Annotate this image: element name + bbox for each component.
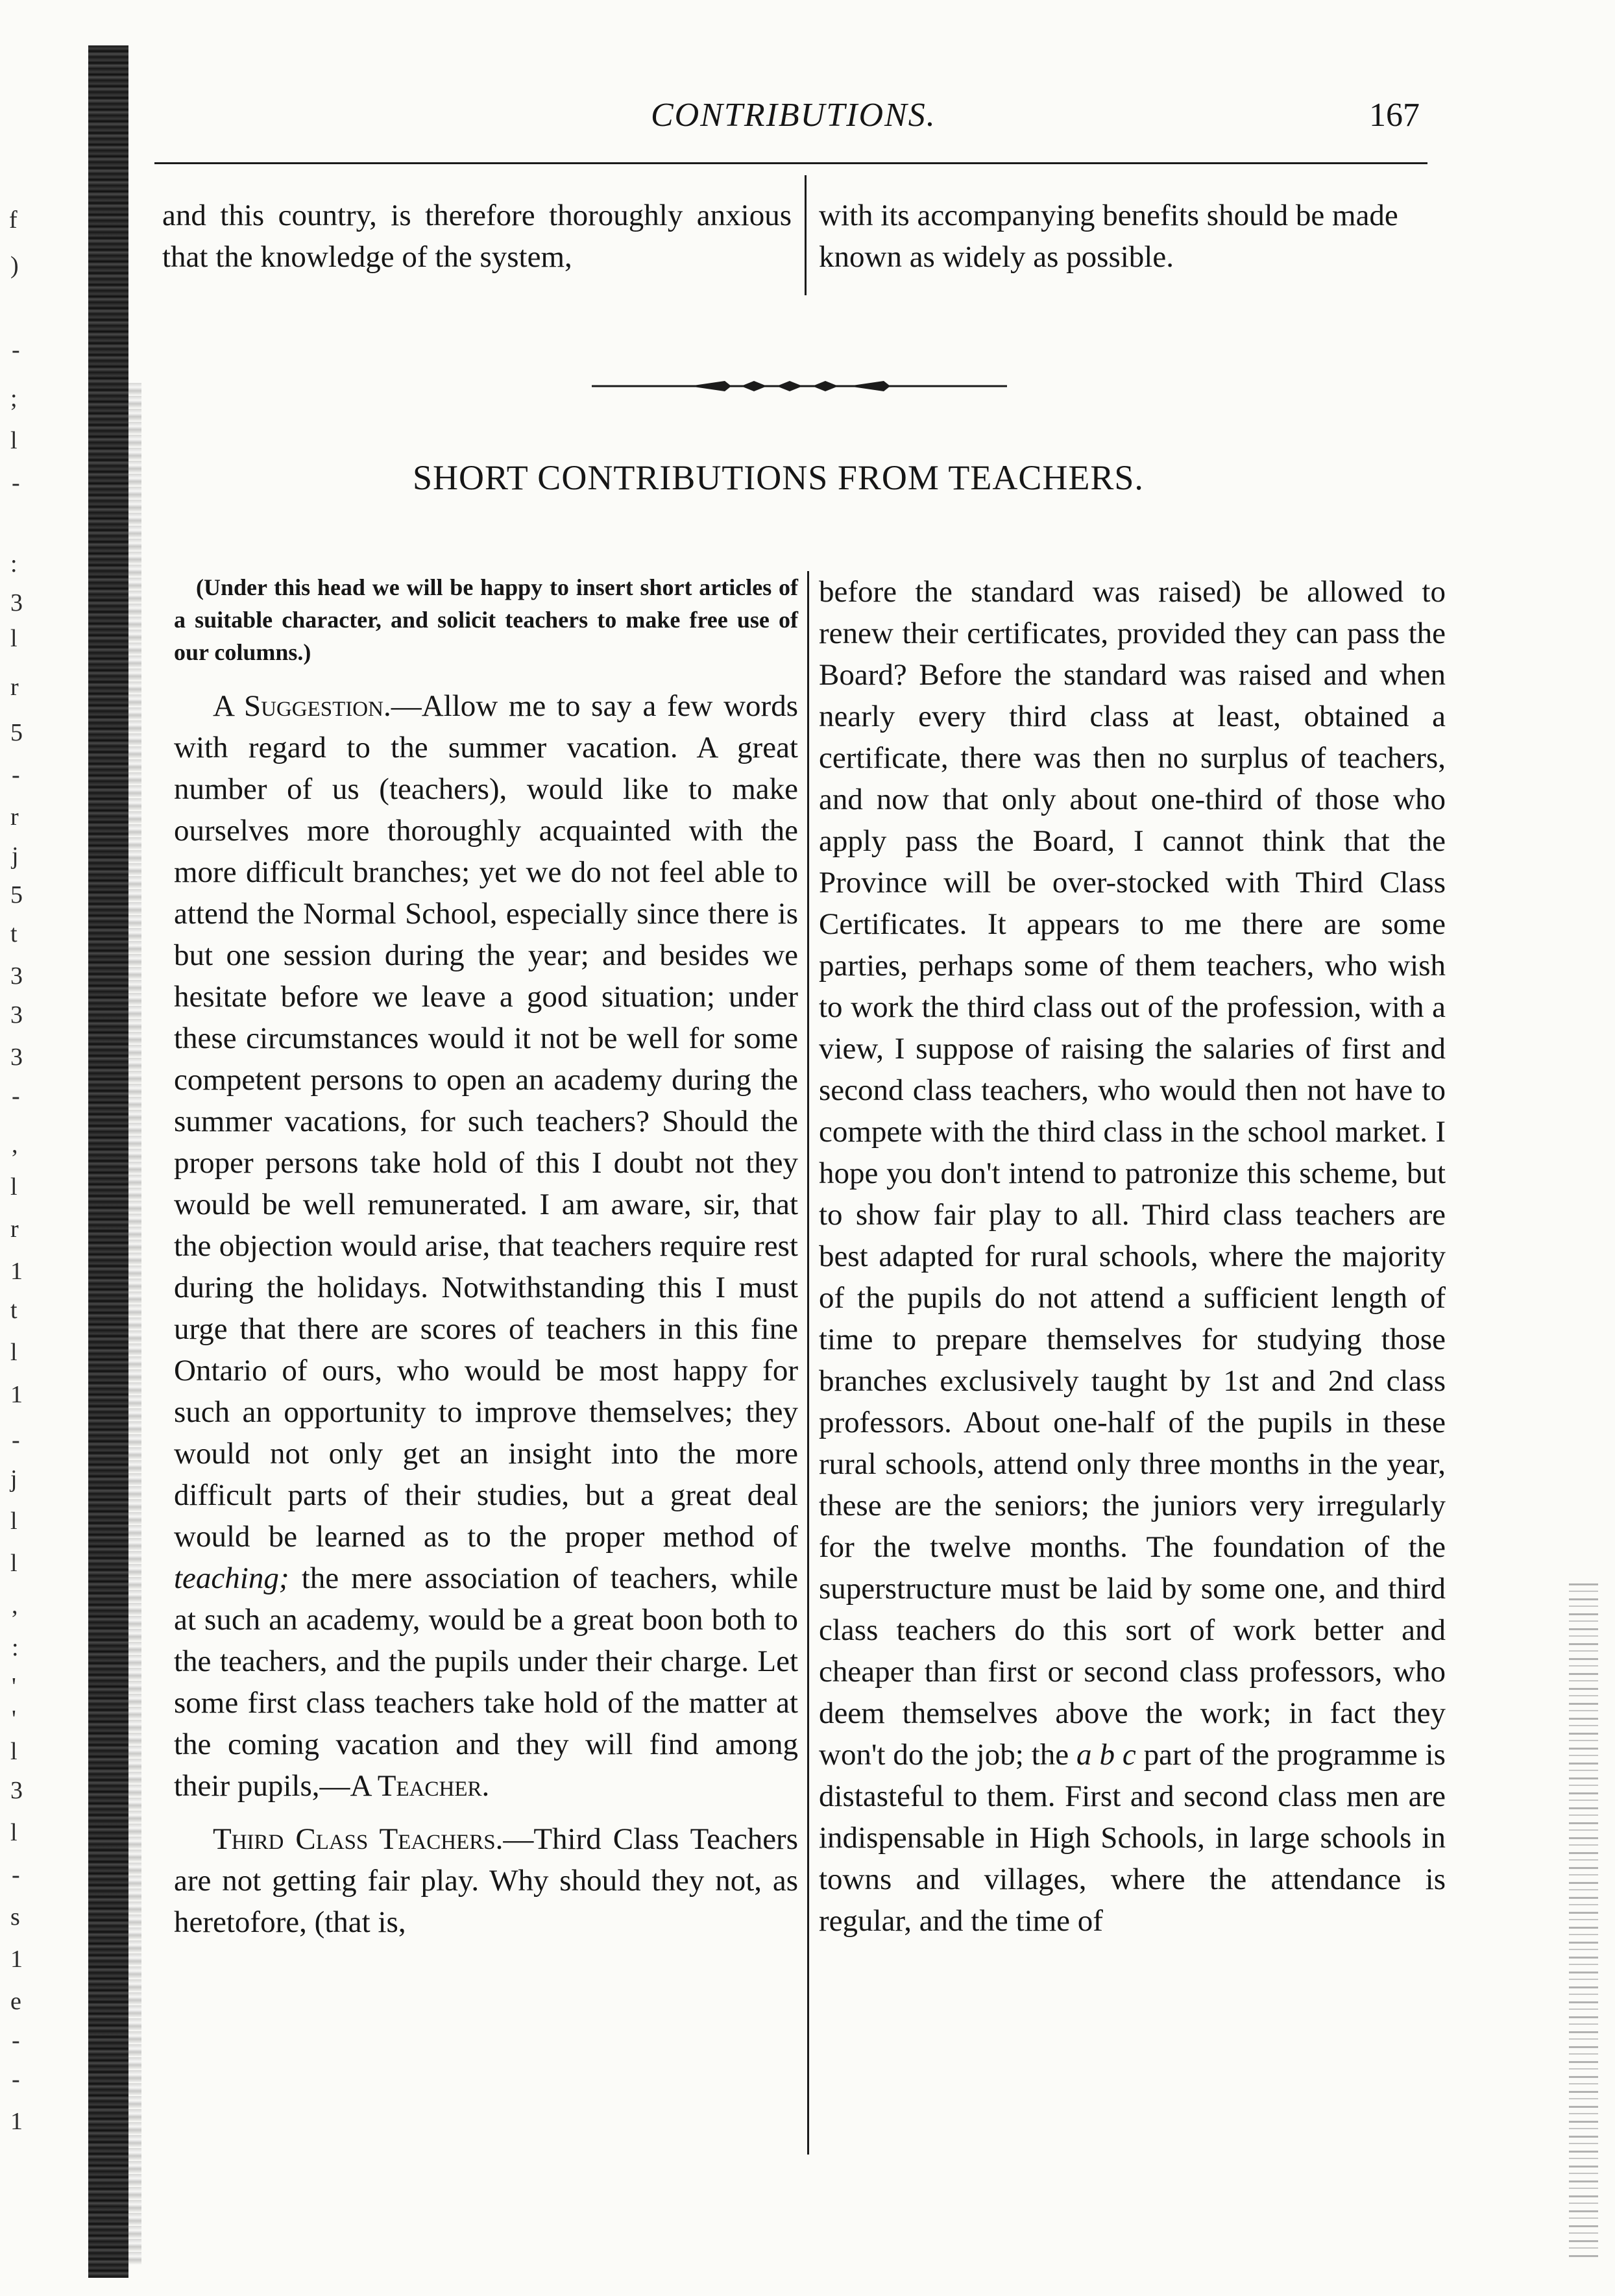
page-number: 167 (1369, 97, 1420, 134)
margin-mark: - (12, 336, 20, 363)
margin-mark: ) (10, 252, 19, 279)
margin-mark: j (12, 842, 19, 870)
margin-mark: 3 (10, 1044, 23, 1071)
margin-mark: - (12, 469, 20, 496)
section-ornament (592, 373, 1007, 399)
margin-mark: l (10, 625, 18, 652)
margin-mark: 1 (10, 1946, 23, 1973)
left-column (174, 571, 798, 1943)
margin-mark: ' (12, 1705, 16, 1733)
margin-mark: 1 (10, 2108, 23, 2135)
third-class-body-right-end: part of the programme is distasteful to them. First and second class men are indispensable in High Schools, in large schools in towns and villages, where the attendance is regular, and the time of (819, 1738, 1446, 1938)
third-class-body-right: before the standard was raised) be allowed to renew their certificates, provided they can pass the Board? Before the standard was raised and when nearly every third class at least, obtained a certificate, there was then no surplus of teachers, and now that only about one-third of those who apply pass the Board, I cannot think that the Province will be over-stocked with Third Class Certificates. It appears to me there are some parties, perhaps some of them teachers, who wish to work the third class out of the profession, with a view, I suppose of raising the salaries of first and second class teachers, who would then not have to compete with the third class in the school market. I hope you don't intend to patronize this scheme, but to show fair play to all. Third class teachers are best adapted for rural schools, where the majority of the pupils do not attend a sufficient length of time to prepare themselves for studying those branches exclusively taught by 1st and 2nd class professors. About one-half of the pupils in these rural schools, attend only three months in the year, these are the seniors; the juniors very irregularly for the twelve months. The foundation of the superstructure must be laid by some one, and third class teachers do this sort of work better and cheaper than first or second class professors, who deem themselves above the work; in fact they won't do the job; the (819, 575, 1446, 1772)
margin-mark: t (10, 1297, 18, 1324)
margin-mark: l (10, 1339, 18, 1366)
margin-mark: ; (10, 385, 18, 412)
binding-edge (88, 45, 128, 2278)
margin-mark: l (10, 1738, 18, 1765)
margin-mark: l (10, 1550, 18, 1577)
margin-mark: 3 (10, 1001, 23, 1029)
margin-mark: s (10, 1903, 20, 1931)
carryover-left-column: and this country, is therefore thoroughly anxious that the knowledge of the system, (162, 199, 792, 274)
section-heading: SHORT CONTRIBUTIONS FROM TEACHERS. (413, 458, 1144, 497)
margin-mark: r (10, 674, 19, 701)
third-class-title: Third Class Teachers. (213, 1822, 504, 1856)
margin-mark: j (10, 1465, 18, 1493)
right-column (819, 571, 1446, 1942)
margin-mark: 1 (10, 1258, 23, 1285)
scan-speckles (1569, 1583, 1598, 2258)
margin-mark: f (9, 206, 18, 234)
margin-mark: , (12, 1592, 18, 1619)
suggestion-body: —Allow me to say a few words with regard to the summer vacation. A great number of us (teachers), would like to make ourselves more thoroughly acquainted with the more difficult branches; yet we do not feel able to attend the Normal School, especially since there is but one session during the year; and besides we hesitate before we leave a good situation; under these circumstances would it not be well for some competent persons to open an academy during the summer vacations, for such teachers? Should the proper persons take hold of this I doubt not they would be well remunerated. I am aware, sir, that the objection would arise, that teachers require rest during the holidays. Notwithstanding this I must urge that there are scores of teachers in this fine Ontario of ours, who would be most happy for such an opportunity to improve themselves; they would not only get an insight into the more difficult parts of their studies, but a great deal would be learned as to the proper method of (174, 689, 798, 1554)
margin-mark: e (10, 1988, 21, 2015)
suggestion-title: A Suggestion. (213, 689, 391, 723)
suggestion-italic: teaching; (174, 1561, 289, 1595)
margin-mark: r (10, 803, 19, 831)
suggestion-body-end: the mere association of teachers, while at such an academy, would be a great boon both to the teachers, and the pupils under their charge. Let some first class teachers take hold of the matter at the coming vacation and they will find among their pupils,— (174, 1561, 799, 1803)
carryover-right-column: with its accompanying benefits should be made known as widely as possible. (819, 199, 1398, 274)
suggestion-signature: A Teacher. (350, 1769, 490, 1803)
third-class-article-continued (819, 571, 1446, 1942)
margin-mark: - (12, 1426, 20, 1454)
column-divider-top (805, 175, 807, 295)
margin-mark: 3 (10, 1777, 23, 1804)
margin-mark: 3 (10, 962, 23, 990)
section-intro: (Under this head we will be happy to insert short articles of a suitable character, and solicit teachers to make free use of our columns.) (174, 574, 798, 665)
binding-shadow (128, 383, 141, 2265)
margin-mark: l (10, 427, 18, 454)
margin-mark: - (12, 2066, 20, 2093)
third-class-article-start (174, 1818, 798, 1943)
margin-mark: ' (12, 1673, 16, 1700)
margin-mark: - (12, 1082, 20, 1110)
margin-mark: - (12, 2027, 20, 2054)
margin-mark: l (10, 1508, 18, 1535)
margin-mark: : (10, 550, 18, 578)
margin-mark: - (12, 1861, 20, 1888)
margin-mark: 1 (10, 1381, 23, 1408)
margin-mark: r (10, 1215, 19, 1243)
margin-mark: t (10, 920, 18, 947)
column-divider (807, 571, 809, 2155)
margin-mark: : (12, 1634, 19, 1661)
margin-mark: 5 (10, 881, 23, 909)
running-title: CONTRIBUTIONS. (651, 97, 936, 134)
third-class-italic: a b c (1076, 1738, 1136, 1772)
third-class-body-left: —Third Class Teachers are not getting fair play. Why should they not, as heretofore, (that is, (174, 1822, 798, 1939)
margin-mark: - (12, 761, 20, 788)
margin-mark: l (10, 1819, 18, 1846)
left-margin-bleedthrough (0, 0, 84, 2296)
suggestion-article (174, 685, 798, 1807)
margin-mark: 5 (10, 719, 23, 746)
margin-mark: 3 (10, 589, 23, 617)
margin-mark: , (12, 1131, 18, 1158)
header-rule (154, 162, 1427, 164)
margin-mark: l (10, 1173, 18, 1201)
